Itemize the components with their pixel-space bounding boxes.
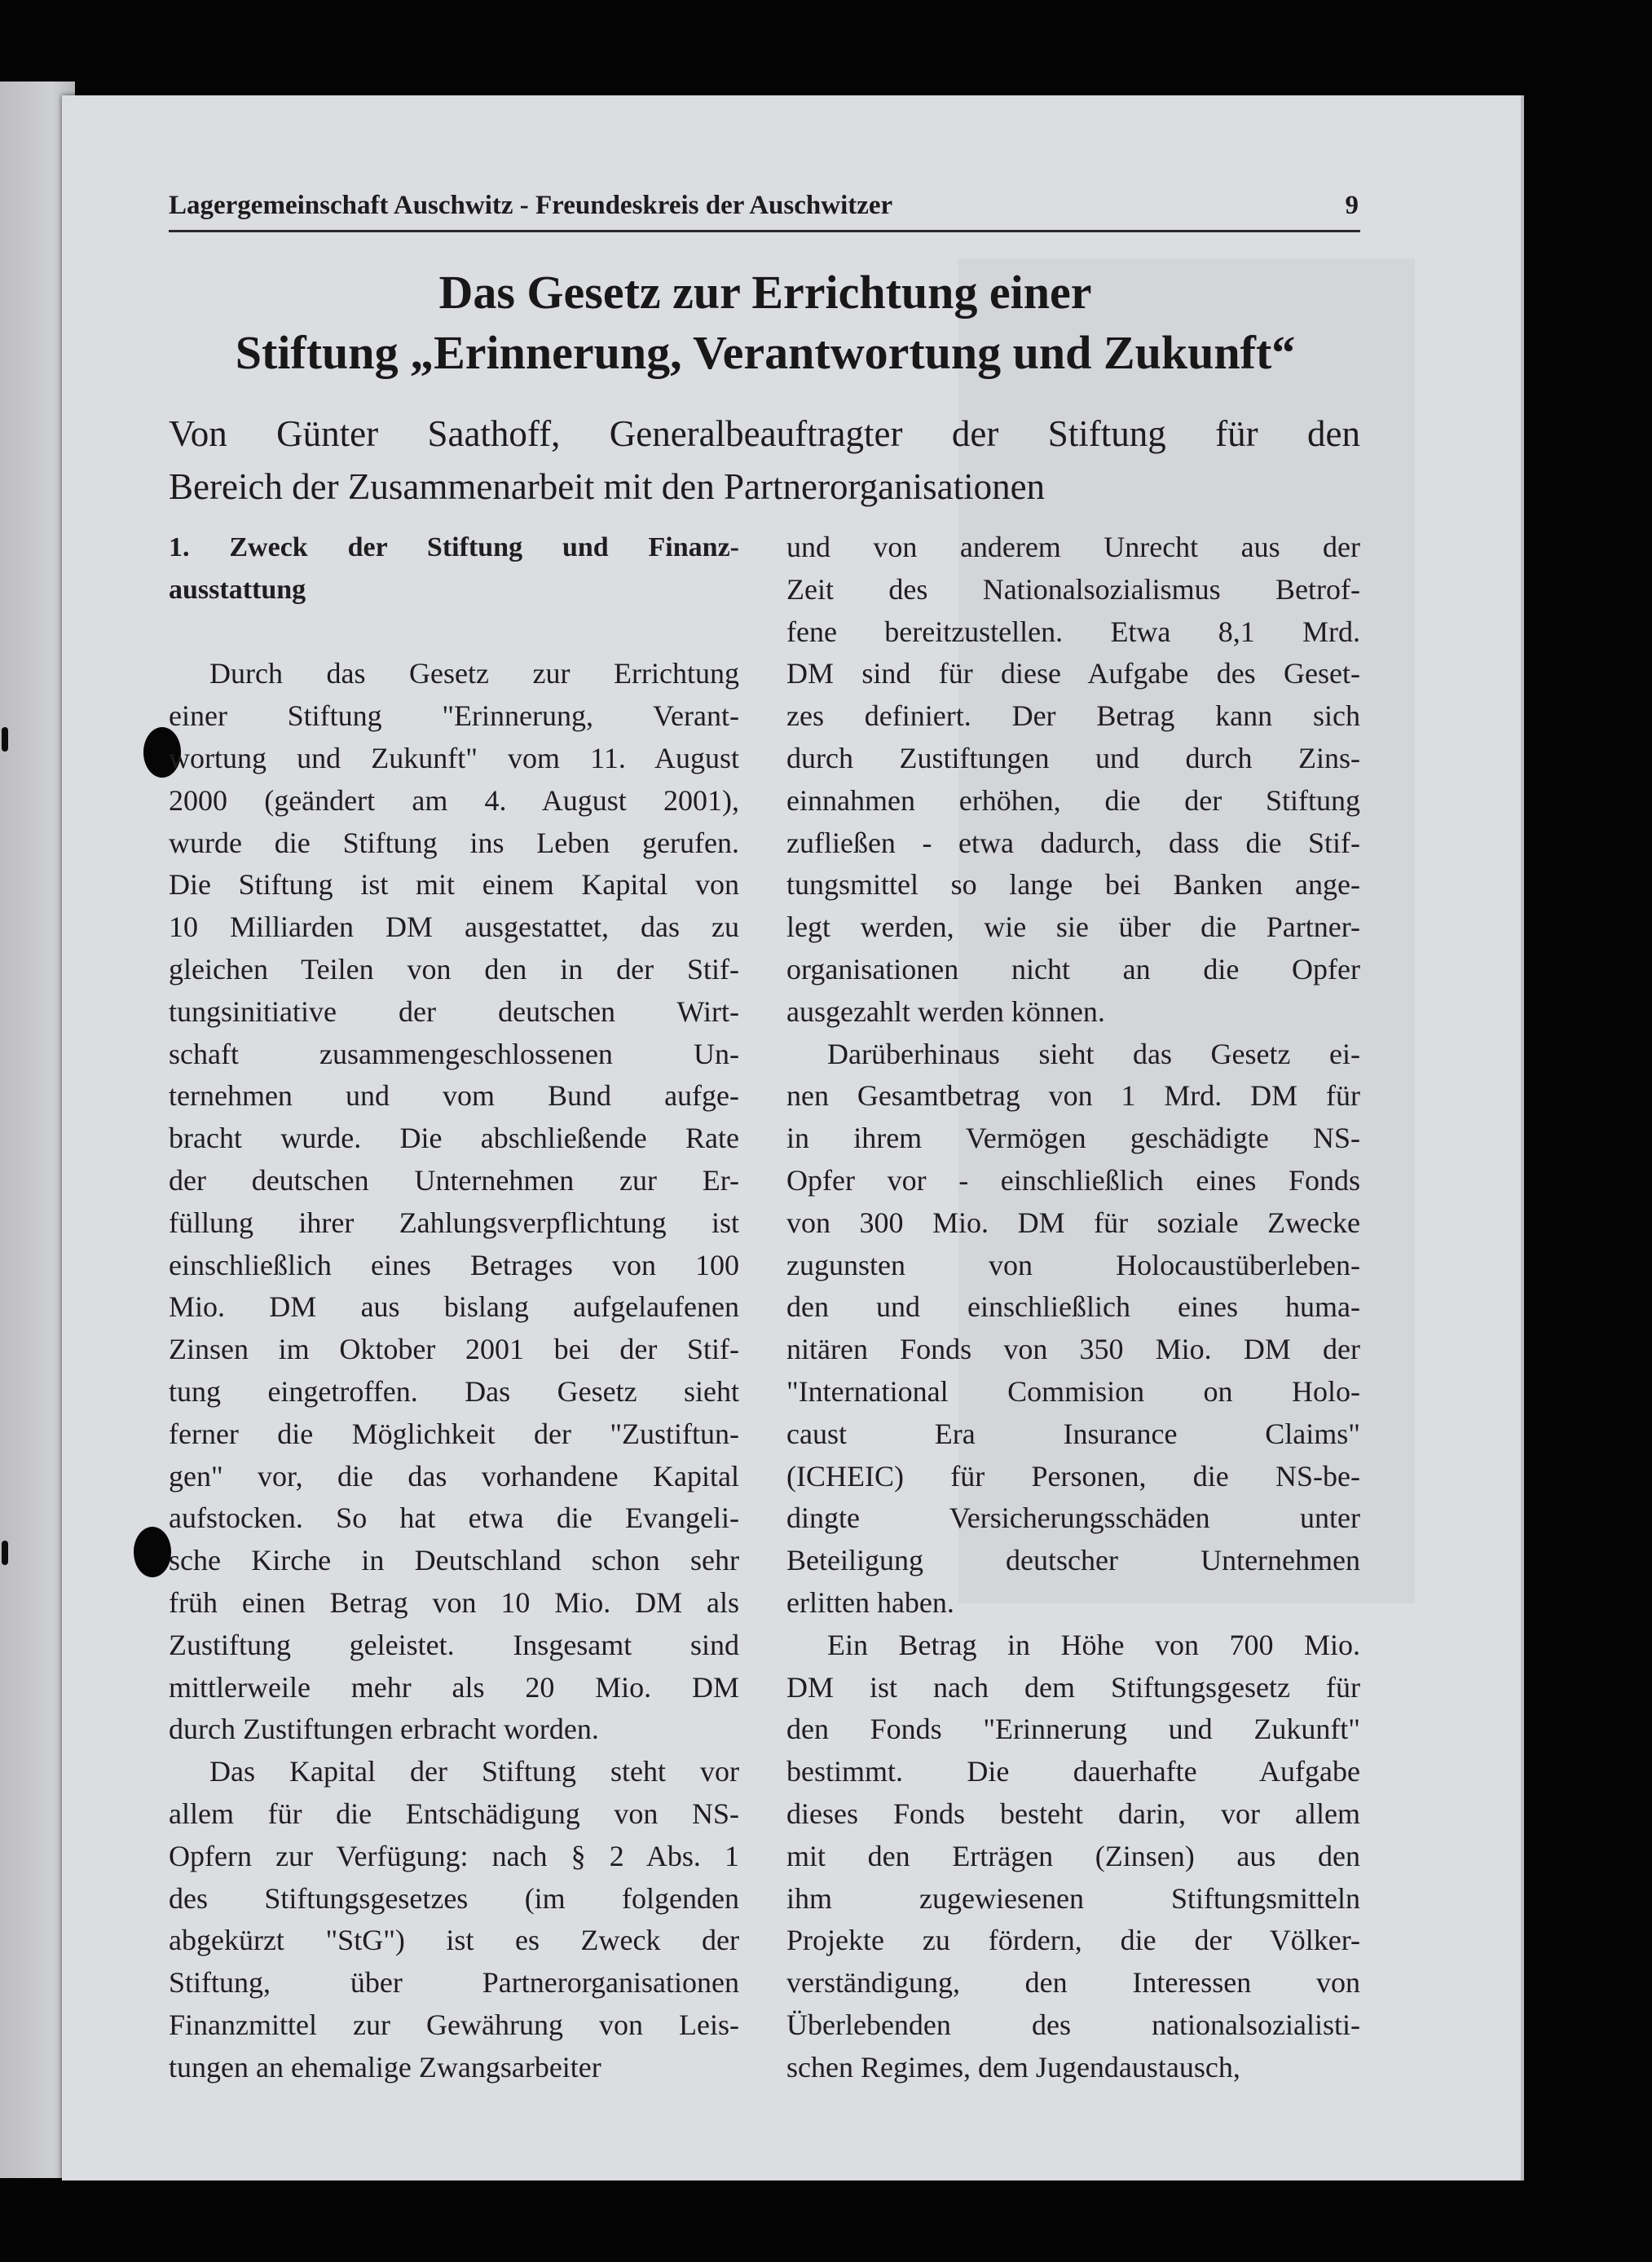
text-line: Darüberhinaus sieht das Gesetz ei- [827,1037,1360,1070]
text-line: erlitten haben. [786,1585,954,1619]
text-line: Zeit des Nationalsozialismus Betrof- [786,572,1360,606]
text-line: einnahmen erhöhen, die der Stiftung [786,783,1360,817]
section-heading-line: 1. Zweck der Stiftung und Finanz- [169,532,739,562]
text-line: schaft zusammengeschlossenen Un- [169,1037,739,1070]
text-line: zugunsten von Holocaustüberleben- [786,1248,1360,1281]
text-line: "International Commision on Holo- [786,1374,1360,1408]
text-line: gleichen Teilen von den in der Stif- [169,952,739,985]
text-line: Beteiligung deutscher Unternehmen [786,1544,1360,1577]
text-line: zes definiert. Der Betrag kann sich [786,699,1360,733]
left-text-column [169,527,739,2088]
punch-hole [134,1527,171,1577]
text-line: (ICHEIC) für Personen, die NS-be- [786,1459,1360,1493]
text-line: den und einschließlich eines huma- [786,1290,1360,1324]
text-line: Zustiftung geleistet. Insgesamt sind [169,1628,739,1661]
text-line: 2000 (geändert am 4. August 2001), [169,783,739,817]
text-line: tung eingetroffen. Das Gesetz sieht [169,1374,739,1408]
text-line: Opfer vor - einschließlich eines Fonds [786,1163,1360,1197]
section-heading-line: ausstattung [169,574,306,605]
text-line: bracht wurde. Die abschließende Rate [169,1122,739,1155]
text-line: nen Gesamtbetrag von 1 Mrd. DM für [786,1079,1360,1113]
text-line: fene bereitzustellen. Etwa 8,1 Mrd. [786,615,1360,648]
title-line: Stiftung „Erinnerung, Verantwortung und Zukunft“ [235,326,1296,379]
text-line: aufstocken. So hat etwa die Evangeli- [169,1501,739,1535]
article-byline [169,408,1360,514]
title-line: Das Gesetz zur Errichtung einer [438,266,1092,319]
text-line: gen" vor, die das vorhandene Kapital [169,1459,739,1493]
byline-line: Bereich der Zusammenarbeit mit den Partnerorganisationen [169,466,1046,507]
page-number: 9 [1345,191,1359,220]
text-line: allem für die Entschädigung von NS- [169,1797,739,1830]
text-line: früh einen Betrag von 10 Mio. DM als [169,1585,739,1619]
text-line: Durch das Gesetz zur Errichtung [209,657,739,690]
text-line: Das Kapital der Stiftung steht vor [209,1755,739,1788]
text-line: ternehmen und vom Bund aufge- [169,1079,739,1113]
text-line: wurde die Stiftung ins Leben gerufen. [169,826,739,859]
text-line: organisationen nicht an die Opfer [786,952,1360,985]
text-line: sche Kirche in Deutschland schon sehr [169,1544,739,1577]
text-line: DM sind für diese Aufgabe des Geset- [786,657,1360,690]
text-line: wortung und Zukunft" vom 11. August [169,741,739,774]
text-line: tungsmittel so lange bei Banken ange- [786,868,1360,902]
text-line: Die Stiftung ist mit einem Kapital von [169,868,739,902]
right-text-column [786,527,1360,2088]
text-line: der deutschen Unternehmen zur Er- [169,1163,739,1197]
text-line: abgekürzt "StG") ist es Zweck der [169,1924,739,1957]
text-line: durch Zustiftungen erbracht worden. [169,1713,599,1746]
running-title: Lagergemeinschaft Auschwitz - Freundeskreis der Auschwitzer [169,191,893,220]
text-line: dieses Fonds besteht darin, vor allem [786,1797,1360,1830]
text-line: schen Regimes, dem Jugendaustausch, [786,2050,1240,2083]
text-line: Finanzmittel zur Gewährung von Leis- [169,2008,739,2041]
text-line: Projekte zu fördern, die der Völker- [786,1924,1360,1957]
text-line: Stiftung, über Partnerorganisationen [169,1966,739,2000]
text-line: Überlebenden des nationalsozialisti- [786,2008,1360,2041]
text-line: tungen an ehemalige Zwangsarbeiter [169,2050,601,2083]
text-line: ihm zugewiesenen Stiftungsmitteln [786,1881,1360,1915]
text-line: und von anderem Unrecht aus der [786,531,1360,563]
text-line: Ein Betrag in Höhe von 700 Mio. [827,1628,1360,1661]
text-line: einer Stiftung "Erinnerung, Verant- [169,699,739,733]
text-line: nitären Fonds von 350 Mio. DM der [786,1333,1360,1366]
running-header [169,187,1360,232]
text-line: mit den Erträgen (Zinsen) aus den [786,1839,1360,1872]
text-line: Opfern zur Verfügung: nach § 2 Abs. 1 [169,1839,739,1872]
text-line: den Fonds "Erinnerung und Zukunft" [786,1713,1360,1746]
text-line: Zinsen im Oktober 2001 bei der Stif- [169,1333,739,1366]
text-line: DM ist nach dem Stiftungsgesetz für [786,1670,1360,1704]
text-line: des Stiftungsgesetzes (im folgenden [169,1881,739,1915]
text-line: bestimmt. Die dauerhafte Aufgabe [786,1755,1360,1788]
text-line: einschließlich eines Betrages von 100 [169,1248,739,1281]
text-line: tungsinitiative der deutschen Wirt- [169,994,739,1028]
text-line: in ihrem Vermögen geschädigte NS- [786,1122,1360,1155]
text-line: 10 Milliarden DM ausgestattet, das zu [169,911,739,944]
text-line: füllung ihrer Zahlungsverpflichtung ist [169,1206,739,1239]
article-title [163,262,1368,383]
text-line: von 300 Mio. DM für soziale Zwecke [786,1206,1360,1239]
text-line: durch Zustiftungen und durch Zins- [786,741,1360,774]
byline-line: Von Günter Saathoff, Generalbeauftragter der Stiftung für den [169,413,1360,454]
paper-right-edge [1521,95,1524,2180]
left-edge-mark [2,1541,8,1565]
text-line: Mio. DM aus bislang aufgelaufenen [169,1290,739,1324]
text-line: zufließen - etwa dadurch, dass die Stif- [786,826,1360,859]
text-line: legt werden, wie sie über die Partner- [786,911,1360,944]
text-line [169,611,739,654]
text-line: ausgezahlt werden können. [786,994,1105,1028]
text-line: caust Era Insurance Claims" [786,1417,1360,1450]
text-line: dingte Versicherungsschäden unter [786,1501,1360,1535]
left-edge-mark [2,727,8,752]
text-line: verständigung, den Interessen von [786,1966,1360,2000]
text-line: mittlerweile mehr als 20 Mio. DM [169,1670,739,1704]
text-line: ferner die Möglichkeit der "Zustiftun- [169,1417,739,1450]
